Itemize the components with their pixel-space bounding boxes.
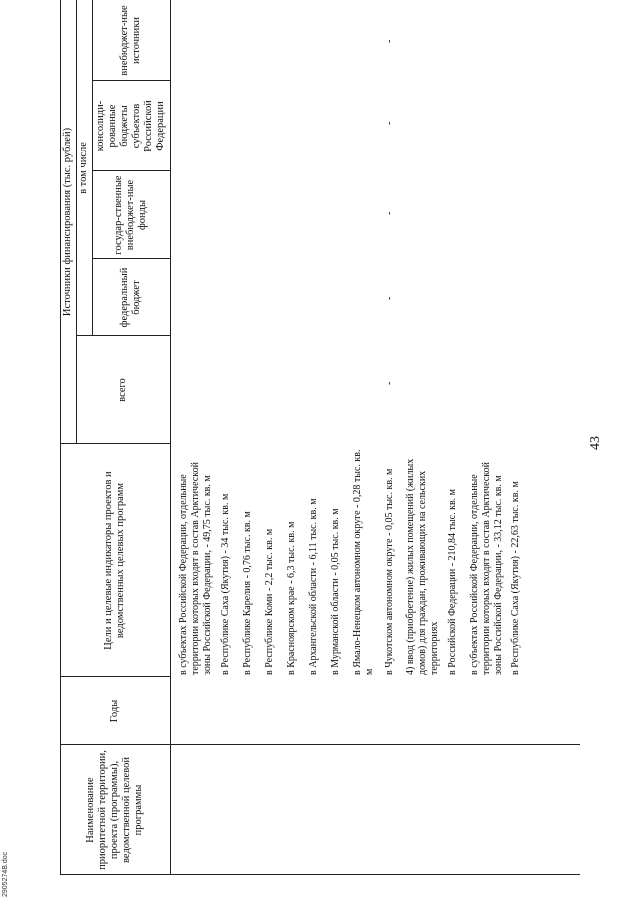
table-row: в Российской Федерации - 210,84 тыс. кв. м	[447, 489, 458, 675]
col-border-0	[60, 874, 580, 875]
dash-total-1: -	[384, 381, 395, 385]
table-row: в Республике Карелия - 0,76 тыс. кв. м	[242, 511, 253, 675]
col-border-4	[76, 335, 170, 336]
header-total: всего	[117, 378, 128, 402]
header-name: Наименование приоритетной территории, проекта (программы), ведомственной целевой программы	[85, 750, 144, 870]
col-border-2	[60, 676, 170, 677]
header-extrabudget: внебюджет-ные источники	[119, 5, 142, 76]
header-years: Годы	[109, 699, 120, 723]
header-state-funds: государ-ственные внебюджет-ные фонды	[113, 175, 148, 255]
table-row: в Архангельской области - 6,11 тыс. кв. м	[308, 498, 319, 675]
dash-extrabudget-1: -	[384, 39, 395, 43]
col-border-6	[92, 170, 170, 171]
header-including: в том числе	[78, 142, 89, 194]
col-border-7	[92, 80, 170, 81]
table-row: в Республике Саха (Якутия) - 34 тыс. кв. м	[220, 493, 231, 675]
dash-statefunds-1: -	[384, 211, 395, 215]
col-border-3	[60, 443, 170, 444]
header-regional: консолиди-рованные бюджеты субъектов Российской Федерации	[95, 100, 166, 152]
dash-regional-1: -	[384, 121, 395, 125]
table-row: в Красноярском крае - 6,3 тыс. кв. м	[286, 521, 297, 675]
table-row: в Чукотском автономном округе - 0,05 тыс. кв. м	[384, 468, 395, 675]
table-row: в Мурманской области - 0,05 тыс. кв. м	[330, 508, 341, 675]
table-row: в субъектах Российской Федерации, отдельные территории которых входят в состав Арктической зоны Российской Федерации, - 33,12 тыс. кв. м	[469, 462, 504, 675]
dash-federal-1: -	[384, 296, 395, 300]
table-row: в Республике Коми - 2,2 тыс. кв. м	[264, 528, 275, 675]
table-row: в Республике Саха (Якутия) - 22,63 тыс. кв. м	[510, 481, 521, 675]
header-federal: федеральный бюджет	[119, 267, 142, 328]
including-divider	[92, 0, 93, 336]
table-row: в Ямало-Ненецком автономном округе - 0,28 тыс. кв. м	[352, 449, 375, 675]
table-row: 4) ввод (приобретение) жилых помещений (жилых домов) для граждан, проживающих на сельских территориях	[405, 458, 440, 675]
file-code: 2905274В.doc	[2, 851, 9, 897]
header-funding: Источники финансирования (тыс. рублей)	[62, 127, 73, 317]
table-row: в субъектах Российской Федерации, отдельные территории которых входят в состав Арктической зоны Российской Федерации, - 49,75 тыс. кв. м	[178, 462, 213, 675]
col-border-1	[60, 744, 580, 745]
header-goals: Цели и целевые индикаторы проектов и ведомственных целевых программ	[103, 471, 126, 650]
page-number: 43	[588, 436, 603, 450]
funding-divider	[76, 0, 77, 444]
col-border-5	[92, 258, 170, 259]
